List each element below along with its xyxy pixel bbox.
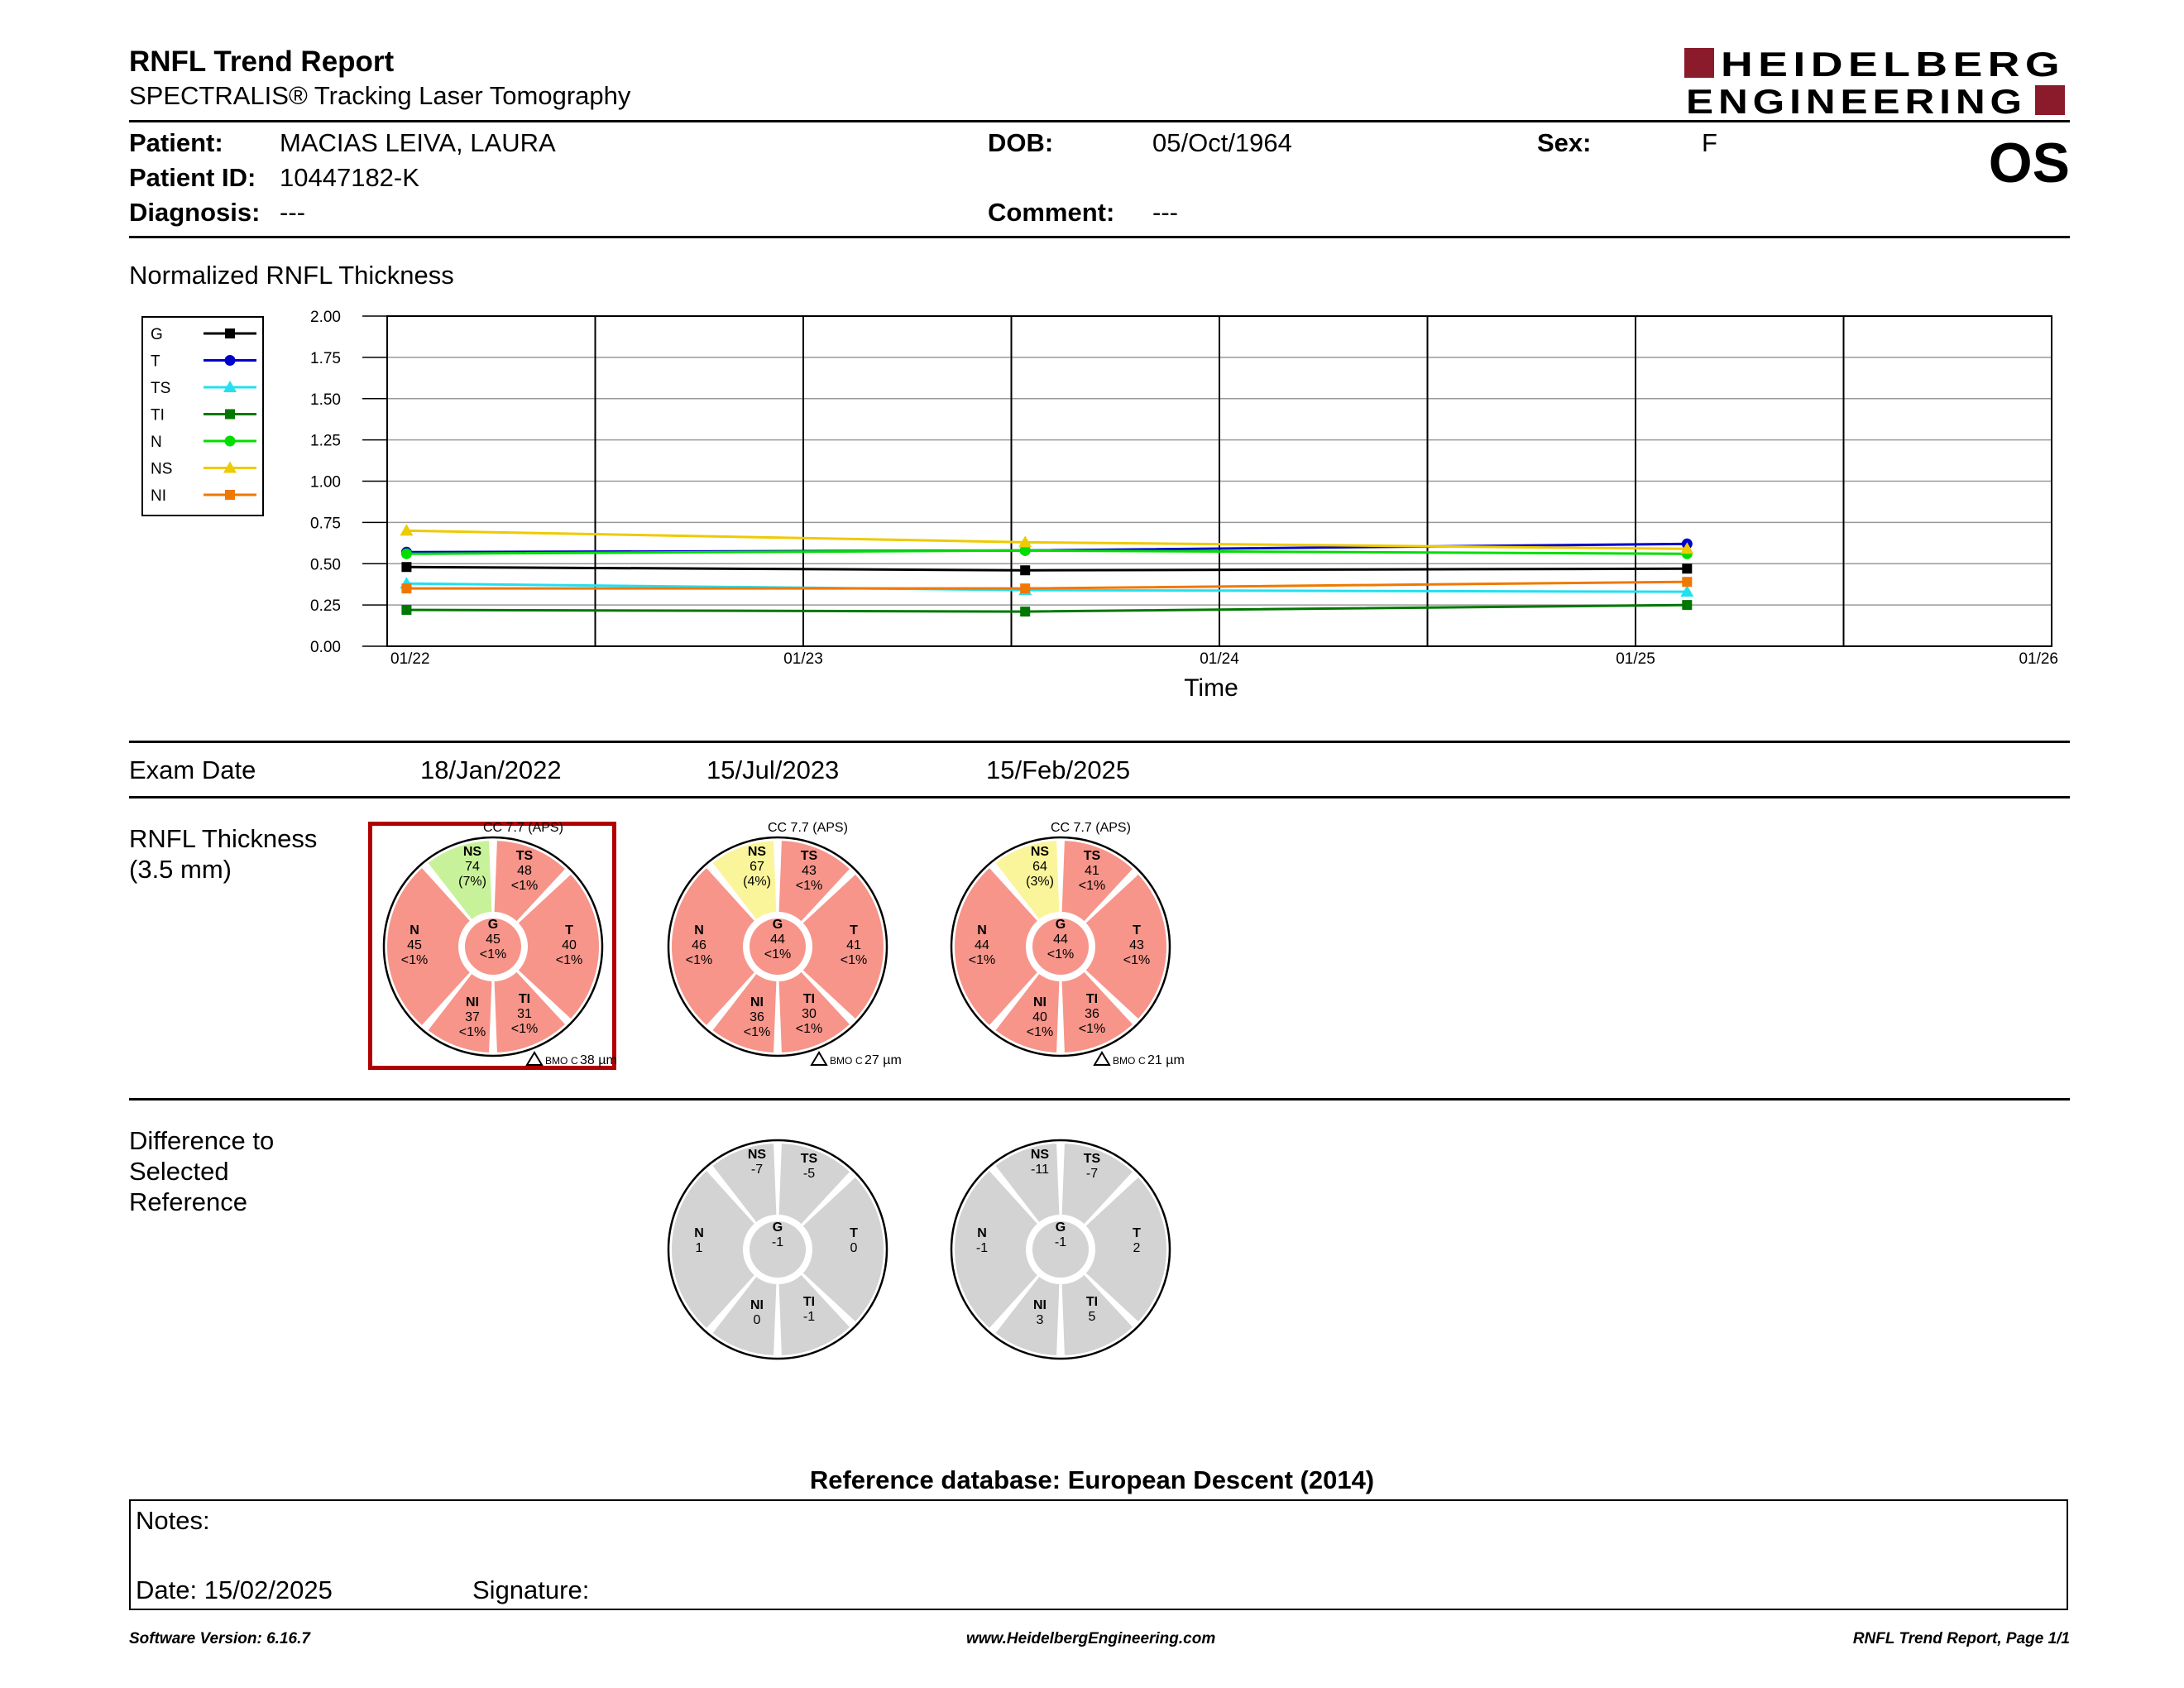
exam-date-label: Exam Date (129, 755, 256, 784)
report-title: RNFL Trend Report (129, 46, 395, 78)
sector-value-ns: 74 (465, 860, 480, 874)
sector-value-ts: 41 (1085, 864, 1099, 878)
y-tick-label: 1.75 (310, 349, 341, 367)
sector-name-ts: TS (800, 1152, 818, 1166)
legend-label: TI (151, 406, 165, 424)
sector-value-ni: 37 (465, 1010, 480, 1024)
sector-name-n: N (694, 1226, 704, 1240)
sector-percentile-n: <1% (400, 953, 429, 967)
date-label: Date: 15/02/2025 (136, 1575, 333, 1604)
sector-value-ni: 36 (750, 1010, 764, 1024)
sector-percentile-n: <1% (685, 953, 713, 967)
sector-percentile-ts: <1% (795, 879, 823, 893)
sector-name-ti: TI (1085, 1295, 1099, 1309)
sector-name-n: N (977, 1226, 987, 1240)
page-number: RNFL Trend Report, Page 1/1 (1852, 1630, 2070, 1647)
series-line-ti (406, 605, 1687, 611)
trend-chart (0, 0, 2184, 720)
x-tick-label: 01/25 (1616, 650, 1655, 668)
sector-name-ti: TI (802, 992, 816, 1006)
eye-indicator: OS (1988, 132, 2070, 194)
y-tick-label: 1.50 (310, 391, 341, 409)
sector-name-ns: NS (747, 1148, 767, 1162)
sector-name-n: N (410, 923, 419, 938)
logo-text-2: ENGINEERING (1686, 82, 2027, 117)
y-tick-label: 0.75 (310, 515, 341, 533)
sector-percentile-ni: <1% (1026, 1025, 1054, 1039)
comment-value: --- (1152, 198, 1178, 227)
sector-value-ti: -1 (802, 1310, 816, 1324)
difference-1-circle (668, 1140, 887, 1359)
sector-percentile-t: <1% (840, 953, 868, 967)
website-link[interactable]: www.HeidelbergEngineering.com (966, 1630, 1216, 1647)
patient-name: MACIAS LEIVA, LAURA (280, 128, 556, 157)
sector-name-ni: NI (750, 995, 764, 1009)
legend-label: TS (151, 380, 171, 397)
sector-name-g: G (772, 1220, 783, 1235)
sector-value-ns: -11 (1031, 1163, 1049, 1177)
sector-value-ti: 36 (1085, 1007, 1099, 1021)
sector-name-g: G (1055, 918, 1066, 932)
data-point-g (1682, 563, 1692, 573)
sector-value-ni: 3 (1036, 1313, 1044, 1327)
cc-label: CC 7.7 (APS) (483, 821, 563, 835)
data-point-ni (401, 583, 411, 593)
chart-plot-area (310, 309, 2058, 702)
exam-date-1: 18/Jan/2022 (420, 755, 562, 784)
sector-name-t: T (1133, 923, 1141, 938)
legend-marker (225, 328, 235, 338)
sector-value-ns: 64 (1032, 860, 1047, 874)
bmo-prefix: C (571, 1055, 578, 1067)
data-point-g (401, 562, 411, 572)
exam-date-2: 15/Jul/2023 (706, 755, 840, 784)
sector-value-ts: -7 (1085, 1167, 1099, 1181)
notes-label: Notes: (136, 1506, 210, 1535)
sector-name-t: T (565, 923, 573, 938)
sector-name-ns: NS (747, 845, 767, 859)
sector-percentile-t: <1% (555, 953, 583, 967)
logo-text-1: HEIDELBERG (1721, 46, 2065, 84)
signature-label: Signature: (472, 1575, 590, 1604)
legend-label: NS (151, 460, 173, 478)
sector-value-ts: -5 (802, 1167, 816, 1181)
legend-label: N (151, 434, 162, 451)
sector-value-n: 46 (692, 938, 706, 952)
legend-label: NI (151, 487, 166, 505)
data-point-ti (1682, 600, 1692, 610)
software-version: Software Version: 6.16.7 (129, 1630, 310, 1647)
sector-percentile-g: <1% (479, 947, 507, 961)
comment-label: Comment: (988, 198, 1115, 227)
x-tick-label: 01/24 (1200, 650, 1239, 668)
data-point-ni (1682, 577, 1692, 587)
sector-value-n: 1 (695, 1241, 703, 1255)
sector-name-g: G (487, 918, 499, 932)
sector-name-t: T (850, 1226, 858, 1240)
rnfl-thickness-label-line2: (3.5 mm) (129, 855, 232, 884)
sector-value-ti: 30 (802, 1007, 817, 1021)
sector-value-ts: 48 (517, 864, 532, 878)
difference-2-circle (951, 1140, 1170, 1359)
sector-name-ni: NI (750, 1298, 764, 1312)
sector-percentile-ti: <1% (510, 1022, 539, 1036)
data-point-ni (1020, 583, 1030, 593)
bmo-label: BMO (830, 1055, 853, 1067)
sector-percentile-ns: (3%) (1026, 875, 1054, 889)
y-tick-label: 0.25 (310, 597, 341, 616)
sex-value: F (1702, 128, 1717, 157)
difference-label-line2: Selected (129, 1157, 229, 1186)
report-subtitle: SPECTRALIS® Tracking Laser Tomography (129, 81, 631, 110)
patient-id: 10447182-K (280, 163, 419, 192)
divider (129, 1098, 2070, 1101)
delta-icon (812, 1053, 826, 1065)
legend-label: G (151, 326, 163, 343)
sector-value-ns: 67 (750, 860, 764, 874)
sector-name-ti: TI (1085, 992, 1099, 1006)
sector-percentile-ts: <1% (510, 879, 539, 893)
y-tick-label: 0.50 (310, 556, 341, 574)
sector-value-n: -1 (975, 1241, 989, 1255)
sector-value-g: -1 (1054, 1235, 1067, 1249)
sector-value-t: 40 (562, 938, 577, 952)
sector-value-ti: 31 (517, 1007, 532, 1021)
sector-percentile-ts: <1% (1078, 879, 1106, 893)
x-tick-label: 01/26 (2019, 650, 2058, 668)
divider (129, 796, 2070, 798)
x-tick-label: 01/23 (783, 650, 823, 668)
data-point-ti (1020, 607, 1030, 616)
rnfl-thickness-label-line1: RNFL Thickness (129, 824, 318, 853)
thickness-1-circle (384, 837, 602, 1056)
sector-percentile-ns: (7%) (458, 875, 486, 889)
y-tick-label: 1.25 (310, 432, 341, 450)
data-point-g (1020, 565, 1030, 575)
legend-marker (225, 355, 236, 366)
difference-label-line3: Reference (129, 1187, 248, 1216)
difference-circles (0, 1125, 1241, 1374)
legend-marker (225, 436, 236, 447)
sector-value-t: 41 (846, 938, 861, 952)
sector-percentile-ti: <1% (795, 1022, 823, 1036)
sector-name-g: G (772, 918, 783, 932)
cc-label: CC 7.7 (APS) (1051, 821, 1131, 835)
sector-percentile-ni: <1% (743, 1025, 771, 1039)
dob-label: DOB: (988, 128, 1054, 157)
difference-label-line1: Difference to (129, 1126, 275, 1155)
delta-icon (1094, 1053, 1109, 1065)
sector-name-ni: NI (466, 995, 479, 1009)
patient-id-label: Patient ID: (129, 163, 256, 192)
sector-name-ns: NS (1030, 1148, 1050, 1162)
sector-value-ns: -7 (750, 1163, 764, 1177)
sector-percentile-g: <1% (1046, 947, 1075, 961)
sector-value-t: 43 (1129, 938, 1144, 952)
chart-legend (142, 317, 263, 516)
sector-name-ts: TS (800, 849, 818, 863)
y-tick-label: 2.00 (310, 309, 341, 326)
sector-name-ti: TI (518, 992, 531, 1006)
sector-name-ns: NS (462, 845, 482, 859)
diagnosis-value: --- (280, 198, 305, 227)
thickness-3-circle (951, 837, 1170, 1056)
sector-value-n: 44 (975, 938, 989, 952)
sector-name-t: T (1133, 1226, 1141, 1240)
sector-value-n: 45 (407, 938, 422, 952)
patient-label: Patient: (129, 128, 223, 157)
bmo-value: 38 µm (580, 1053, 617, 1067)
delta-icon (527, 1053, 542, 1065)
y-tick-label: 0.00 (310, 639, 341, 656)
sector-value-g: -1 (771, 1235, 784, 1249)
divider (129, 741, 2070, 743)
notes-box[interactable] (129, 1499, 2068, 1610)
sector-value-t: 0 (850, 1241, 858, 1255)
sector-value-ti: 5 (1088, 1310, 1096, 1324)
sector-name-ns: NS (1030, 845, 1050, 859)
sector-name-n: N (977, 923, 987, 938)
reference-database: Reference database: European Descent (2014) (809, 1465, 1375, 1494)
sector-name-ti: TI (802, 1295, 816, 1309)
x-axis-title: Time (1184, 674, 1238, 702)
sector-percentile-ti: <1% (1078, 1022, 1106, 1036)
sector-value-g: 44 (1053, 933, 1068, 947)
bmo-value: 21 µm (1147, 1053, 1185, 1067)
sector-value-t: 2 (1133, 1241, 1141, 1255)
thickness-2-circle (668, 837, 887, 1056)
bmo-value: 27 µm (864, 1053, 902, 1067)
sector-name-ts: TS (1083, 849, 1101, 863)
chart-title: Normalized RNFL Thickness (129, 261, 454, 290)
diagnosis-label: Diagnosis: (129, 198, 261, 227)
bmo-label: BMO (1113, 1055, 1136, 1067)
legend-marker (225, 490, 235, 500)
x-tick-label: 01/22 (390, 650, 430, 668)
sector-percentile-n: <1% (968, 953, 996, 967)
data-point-ti (401, 605, 411, 615)
bmo-prefix: C (855, 1055, 863, 1067)
sector-value-g: 45 (486, 933, 500, 947)
sector-name-ts: TS (1083, 1152, 1101, 1166)
bmo-prefix: C (1138, 1055, 1146, 1067)
sector-value-ts: 43 (802, 864, 817, 878)
rnfl-thickness-circles (0, 811, 1241, 1076)
sector-percentile-t: <1% (1123, 953, 1151, 967)
y-tick-label: 1.00 (310, 473, 341, 492)
sector-value-ni: 40 (1032, 1010, 1047, 1024)
sector-name-n: N (694, 923, 704, 938)
sector-percentile-ni: <1% (458, 1025, 486, 1039)
sector-name-ni: NI (1033, 995, 1046, 1009)
sector-percentile-g: <1% (764, 947, 792, 961)
sector-name-t: T (850, 923, 858, 938)
sector-name-g: G (1055, 1220, 1066, 1235)
sector-percentile-ns: (4%) (743, 875, 771, 889)
series-line-ns (406, 530, 1687, 549)
bmo-label: BMO (545, 1055, 568, 1067)
legend-marker (225, 410, 235, 420)
sector-name-ni: NI (1033, 1298, 1046, 1312)
series-line-g (406, 567, 1687, 570)
sector-name-ts: TS (515, 849, 534, 863)
data-point-n (401, 549, 412, 559)
sector-value-g: 44 (770, 933, 785, 947)
dob-value: 05/Oct/1964 (1152, 128, 1292, 157)
sex-label: Sex: (1537, 128, 1592, 157)
sector-value-ni: 0 (753, 1313, 761, 1327)
legend-label: T (151, 352, 160, 371)
cc-label: CC 7.7 (APS) (768, 821, 848, 835)
exam-date-3: 15/Feb/2025 (986, 755, 1131, 784)
